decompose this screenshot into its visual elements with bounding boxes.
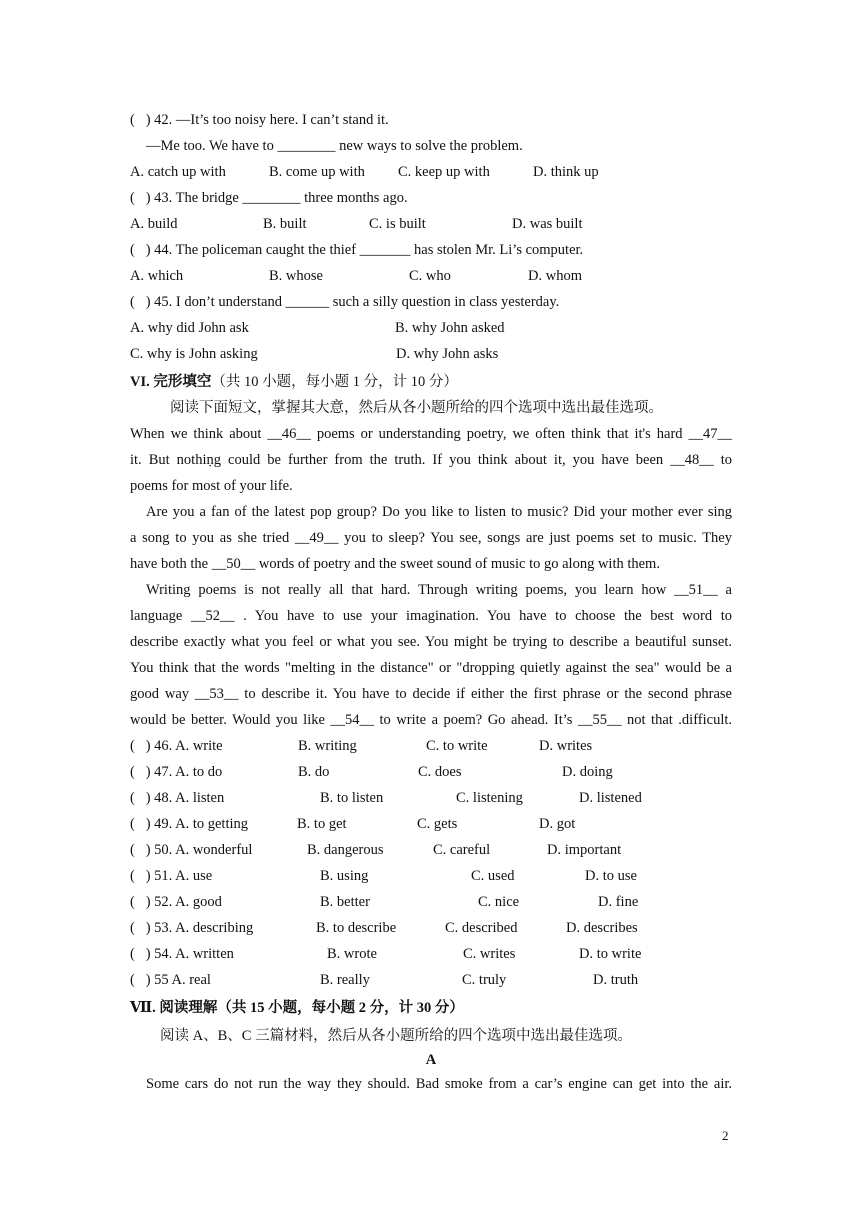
- option-c: C. why is John asking: [130, 346, 258, 362]
- question-45-stem: ( ) 45. I don’t understand ______ such a silly question in class yesterday.: [130, 294, 560, 310]
- section-6-title: VI. 完形填空: [130, 374, 212, 390]
- option-c: C. who: [409, 268, 451, 284]
- option-a: A. why did John ask: [130, 320, 249, 336]
- passage-line: poems for most of your life.: [130, 478, 293, 494]
- question-42-stem-reply: —Me too. We have to ________ new ways to solve the problem.: [146, 138, 523, 154]
- option-a: A. build: [130, 216, 178, 232]
- option-a: A. which: [130, 268, 184, 284]
- section-6-scoring: （共 10 小题，每小题 1 分，计 10 分）: [211, 374, 458, 390]
- option-c: C. is built: [369, 216, 426, 232]
- question-stem: ( ) 52. A. good: [130, 894, 222, 910]
- option-b: B. really: [320, 972, 370, 988]
- option-b: B. to listen: [320, 790, 384, 806]
- question-stem: ( ) 53. A. describing: [130, 920, 254, 936]
- option-c: C. used: [471, 868, 515, 884]
- option-c: C. nice: [478, 894, 520, 910]
- question-stem: ( ) 51. A. use: [130, 868, 213, 884]
- option-c: C. careful: [433, 842, 491, 858]
- question-stem: ( ) 55 A. real: [130, 972, 211, 988]
- option-d: D. got: [539, 816, 576, 832]
- option-d: D. writes: [539, 738, 593, 754]
- option-d: D. describes: [566, 920, 638, 936]
- question-stem: ( ) 50. A. wonderful: [130, 842, 253, 858]
- option-d: D. listened: [579, 790, 642, 806]
- option-b: B. why John asked: [395, 320, 505, 336]
- passage-line: When we think about __46__ poems or understanding poetry, we often think that it's hard __47__: [130, 426, 732, 442]
- passage-a-label: A: [425, 1052, 437, 1068]
- passage-line: would be better. Would you like __54__ to write a poem? Go ahead. It’s __55__ not that .difficult.: [130, 712, 732, 728]
- option-b: B. come up with: [269, 164, 365, 180]
- option-b: B. whose: [269, 268, 323, 284]
- option-b: B. wrote: [327, 946, 377, 962]
- option-b: B. better: [320, 894, 370, 910]
- option-d: D. truth: [593, 972, 639, 988]
- option-c: C. truly: [462, 972, 507, 988]
- passage-line: it. But nothiṇg could be further from the truth. If you think about it, you have been __48__ to: [130, 452, 732, 468]
- passage-line: language __52__ . You have to use your imagination. You have to choose the best word to: [130, 608, 732, 624]
- question-stem: ( ) 47. A. to do: [130, 764, 223, 780]
- question-stem: ( ) 48. A. listen: [130, 790, 225, 806]
- question-stem: ( ) 49. A. to getting: [130, 816, 249, 832]
- option-b: B. to describe: [316, 920, 397, 936]
- option-d: D. was built: [512, 216, 583, 232]
- section-7-heading: Ⅶ. 阅读理解（共 15 小题，每小题 2 分，计 30 分）: [130, 1000, 464, 1016]
- option-d: D. important: [547, 842, 622, 858]
- section-7-instruction: 阅读 A、B、C 三篇材料，然后从各小题所给的四个选项中选出最佳选项。: [160, 1028, 633, 1044]
- question-43-stem: ( ) 43. The bridge ________ three months ago.: [130, 190, 408, 206]
- passage-a-first-line: Some cars do not run the way they should. Bad smoke from a car’s engine can get into the air.: [146, 1076, 732, 1092]
- option-d: D. fine: [598, 894, 639, 910]
- option-d: D. doing: [562, 764, 613, 780]
- section-6-instruction: 阅读下面短文，掌握其大意，然后从各小题所给的四个选项中选出最佳选项。: [170, 400, 663, 416]
- option-b: B. using: [320, 868, 369, 884]
- option-d: D. to use: [585, 868, 637, 884]
- option-c: C. gets: [417, 816, 458, 832]
- passage-line: Are you a fan of the latest pop group? Do you like to listen to music? Did your mother ever sing: [146, 504, 732, 520]
- option-c: C. described: [445, 920, 518, 936]
- option-c: C. to write: [426, 738, 488, 754]
- question-44-stem: ( ) 44. The policeman caught the thief _______ has stolen Mr. Li’s computer.: [130, 242, 584, 258]
- option-d: D. why John asks: [396, 346, 499, 362]
- option-c: C. keep up with: [398, 164, 490, 180]
- passage-line: good way __53__ to describe it. You have to decide if either the first phrase or the second phrase: [130, 686, 732, 702]
- question-stem: ( ) 46. A. write: [130, 738, 223, 754]
- option-c: C. listening: [456, 790, 523, 806]
- passage-line: have both the __50__ words of poetry and the sweet sound of music to go along with them.: [130, 556, 660, 572]
- option-d: D. whom: [528, 268, 582, 284]
- question-stem: ( ) 54. A. written: [130, 946, 234, 962]
- page-number: 2: [722, 1128, 729, 1143]
- option-c: C. writes: [463, 946, 516, 962]
- option-c: C. does: [418, 764, 462, 780]
- option-d: D. to write: [579, 946, 642, 962]
- passage-line: a song to you as she tried __49__ you to sleep? You see, songs are just poems set to music. They: [130, 530, 732, 546]
- passage-line: You think that the words "melting in the distance" or "dropping quietly against the sea" would be a: [130, 660, 732, 676]
- option-b: B. writing: [298, 738, 357, 754]
- option-b: B. to get: [297, 816, 347, 832]
- section-6-heading: [130, 372, 732, 392]
- option-b: B. built: [263, 216, 307, 232]
- passage-line: describe exactly what you feel or what you see. You might be trying to describe a beautiful sunset.: [130, 634, 732, 650]
- option-a: A. catch up with: [130, 164, 226, 180]
- option-b: B. dangerous: [307, 842, 384, 858]
- question-42-stem: ( ) 42. —It’s too noisy here. I can’t stand it.: [130, 112, 389, 128]
- passage-line: Writing poems is not really all that hard. Through writing poems, you learn how __51__ a: [146, 582, 732, 598]
- option-b: B. do: [298, 764, 330, 780]
- option-d: D. think up: [533, 164, 599, 180]
